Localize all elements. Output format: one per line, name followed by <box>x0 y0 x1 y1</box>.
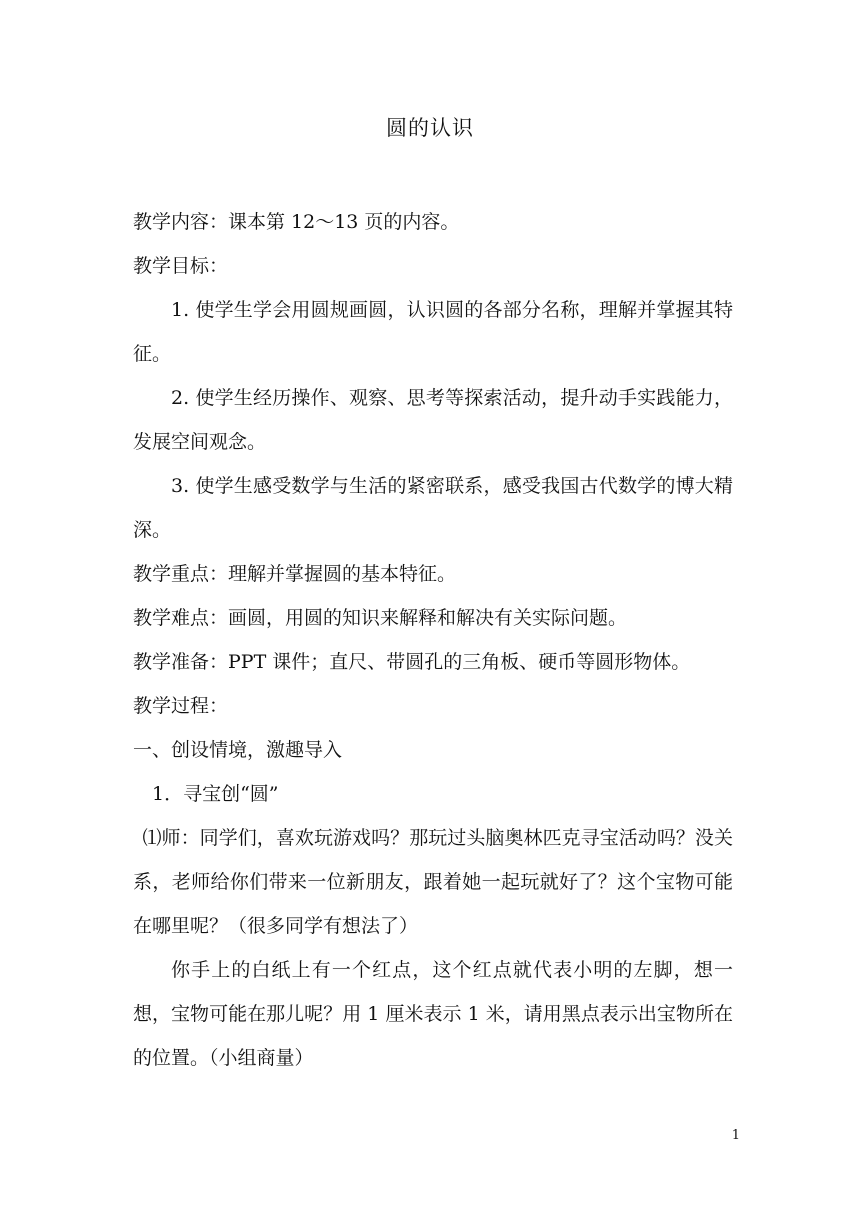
page-number: 1 <box>731 1128 740 1143</box>
page-title: 圆的认识 <box>386 116 474 140</box>
document-body <box>133 200 733 1080</box>
paragraph-key-point: 教学重点：理解并掌握圆的基本特征。 <box>133 563 457 585</box>
subsection-heading-1: 1．寻宝创“圆” <box>152 783 279 805</box>
paragraph-objective-3: 3. 使学生感受数学与生活的紧密联系，感受我国古代数学的博大精深。 <box>133 475 733 541</box>
paragraph-process-heading: 教学过程： <box>133 695 229 717</box>
paragraph-activity: 你手上的白纸上有一个红点，这个红点就代表小明的左脚，想一想，宝物可能在那儿呢？用 1 厘米表示 1 米，请用黑点表示出宝物所在的位置。（小组商量） <box>133 959 733 1069</box>
paragraph-teacher-dialogue: ⑴师：同学们，喜欢玩游戏吗？那玩过头脑奥林匹克寻宝活动吗？没关系，老师给你们带来一位新朋友，跟着她一起玩就好了？这个宝物可能在哪里呢？（很多同学有想法了） <box>133 827 733 937</box>
paragraph-difficulty: 教学难点：画圆，用圆的知识来解释和解决有关实际问题。 <box>133 607 628 629</box>
paragraph-objective-2: 2. 使学生经历操作、观察、思考等探索活动，提升动手实践能力，发展空间观念。 <box>133 387 733 453</box>
paragraph-objective-1: 1. 使学生学会用圆规画圆，认识圆的各部分名称，理解并掌握其特征。 <box>133 299 733 365</box>
paragraph-objectives-heading: 教学目标： <box>133 255 229 277</box>
paragraph-content: 教学内容：课本第 12～13 页的内容。 <box>133 211 460 233</box>
paragraph-preparation: 教学准备：PPT 课件；直尺、带圆孔的三角板、硬币等圆形物体。 <box>133 651 691 673</box>
section-heading-1: 一、创设情境，激趣导入 <box>133 739 343 761</box>
